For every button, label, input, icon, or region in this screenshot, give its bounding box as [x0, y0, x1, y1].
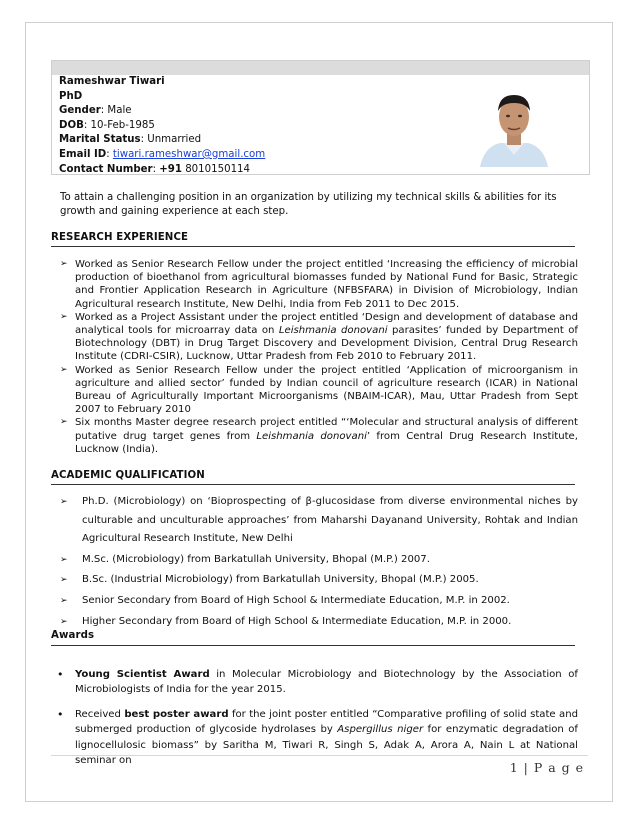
identity-block [59, 75, 265, 177]
email-link[interactable]: tiwari.rameshwar@gmail.com [112, 148, 266, 160]
award-item: • Received best poster award for the joint poster entitled “Comparative profiling of solid state and submerged production of glycoside hydrolases by Aspergillus niger for enzymatic degradation of lignocellulosic biomass” by Saritha M, Tiwari R, Singh S, Adak A, Arora A, Nain L at National seminar on [57, 707, 579, 767]
research-item: ➢ Worked as Senior Research Fellow under the project entitled ‘Increasing the efficiency of microbial production of bioethanol from agricultural biomasses funded by National Fund for Basic, Strategic and Frontier Application Research in Agriculture (NFBSFARA) in Division of Microbiology, Indian Agricultural research Institute, New Delhi, India from Feb 2011 to Dec 2015. [60, 259, 578, 310]
arrow-bullet-icon: ➢ [60, 311, 68, 322]
academic-item: ➢ Ph.D. (Microbiology) on ‘Bioprospecting of β-glucosidase from diverse environmental niches by culturable and unculturable approaches’ from Maharshi Dayanand University, Rohtak and Indian Agricultural Research Institute, New Delhi [60, 493, 578, 549]
candidate-name: Rameshwar Tiwari [59, 76, 165, 87]
bullet-dot-icon: • [57, 707, 64, 721]
awards-rule [51, 645, 575, 646]
arrow-bullet-icon: ➢ [60, 595, 68, 606]
profile-photo [470, 81, 558, 167]
research-item: ➢ Worked as Senior Research Fellow under the project entitled ‘Application of microorganism in agriculture and allied sector’ funded by Indian council of agriculture research (ICAR) in National Bureau of Agriculturally Important Microorganisms (NBAIM-ICAR), Mau, Uttar Pradesh from Sept 2007 to February 2010 [60, 364, 578, 416]
award-item: • Young Scientist Award in Molecular Microbiology and Biotechnology by the Association of Microbiologists of India for the year 2015. [57, 668, 578, 696]
header-bar [52, 61, 589, 75]
arrow-bullet-icon: ➢ [60, 259, 68, 269]
arrow-bullet-icon: ➢ [60, 417, 68, 428]
arrow-bullet-icon: ➢ [60, 575, 68, 586]
academic-item: ➢ M.Sc. (Microbiology) from Barkatullah University, Bhopal (M.P.) 2007. [60, 551, 578, 570]
candidate-degree: PhD [59, 90, 83, 102]
footer-rule [51, 755, 588, 756]
arrow-bullet-icon: ➢ [60, 616, 68, 627]
contact-line: Contact Number: +91 8010150114 [59, 163, 251, 175]
academic-item: ➢ Higher Secondary from Board of High School & Intermediate Education, M.P. in 2000. [60, 613, 578, 632]
academic-section-title: ACADEMIC QUALIFICATION [51, 470, 205, 481]
awards-list [57, 667, 579, 777]
research-list [60, 258, 578, 456]
email-line: Email ID: tiwari.rameshwar@gmail.com [59, 148, 266, 160]
marital-line: Marital Status: Unmarried [59, 134, 202, 146]
academic-item: ➢ Senior Secondary from Board of High School & Intermediate Education, M.P. in 2002. [60, 592, 578, 611]
page-number: 1 | P a g e [509, 760, 584, 775]
arrow-bullet-icon: ➢ [60, 364, 68, 375]
header-box [51, 60, 590, 175]
arrow-bullet-icon: ➢ [60, 497, 68, 507]
gender-line: Gender: Male [59, 105, 132, 117]
career-objective: To attain a challenging position in an organization by utilizing my technical skills & abilities for its growth and gaining experience at each step. [60, 192, 557, 217]
research-item: ➢ Six months Master degree research project entitled “‘Molecular and structural analysis of different putative drug target genes from Leishmania donovani’ from Central Drug Research Institute, Lucknow (India). [60, 417, 578, 455]
academic-list [60, 493, 578, 633]
awards-section-title: Awards [51, 630, 95, 641]
research-section-title: RESEARCH EXPERIENCE [51, 232, 189, 243]
bullet-dot-icon: • [57, 668, 64, 681]
research-item: ➢ Worked as a Project Assistant under the project entitled ‘Design and development of database and analytical tools for microarray data on Leishmania donovani parasites’ funded by Department of Biotechnology (DBT) in Drug Target Discovery and Development Division, Central Drug Research Institute (CDRI-CSIR), Lucknow, Uttar Pradesh from Feb 2010 to February 2011. [60, 311, 578, 363]
arrow-bullet-icon: ➢ [60, 554, 68, 565]
academic-rule [51, 484, 575, 485]
dob-line: DOB: 10-Feb-1985 [59, 119, 155, 131]
academic-item: ➢ B.Sc. (Industrial Microbiology) from Barkatullah University, Bhopal (M.P.) 2005. [60, 571, 578, 590]
research-rule [51, 246, 575, 247]
